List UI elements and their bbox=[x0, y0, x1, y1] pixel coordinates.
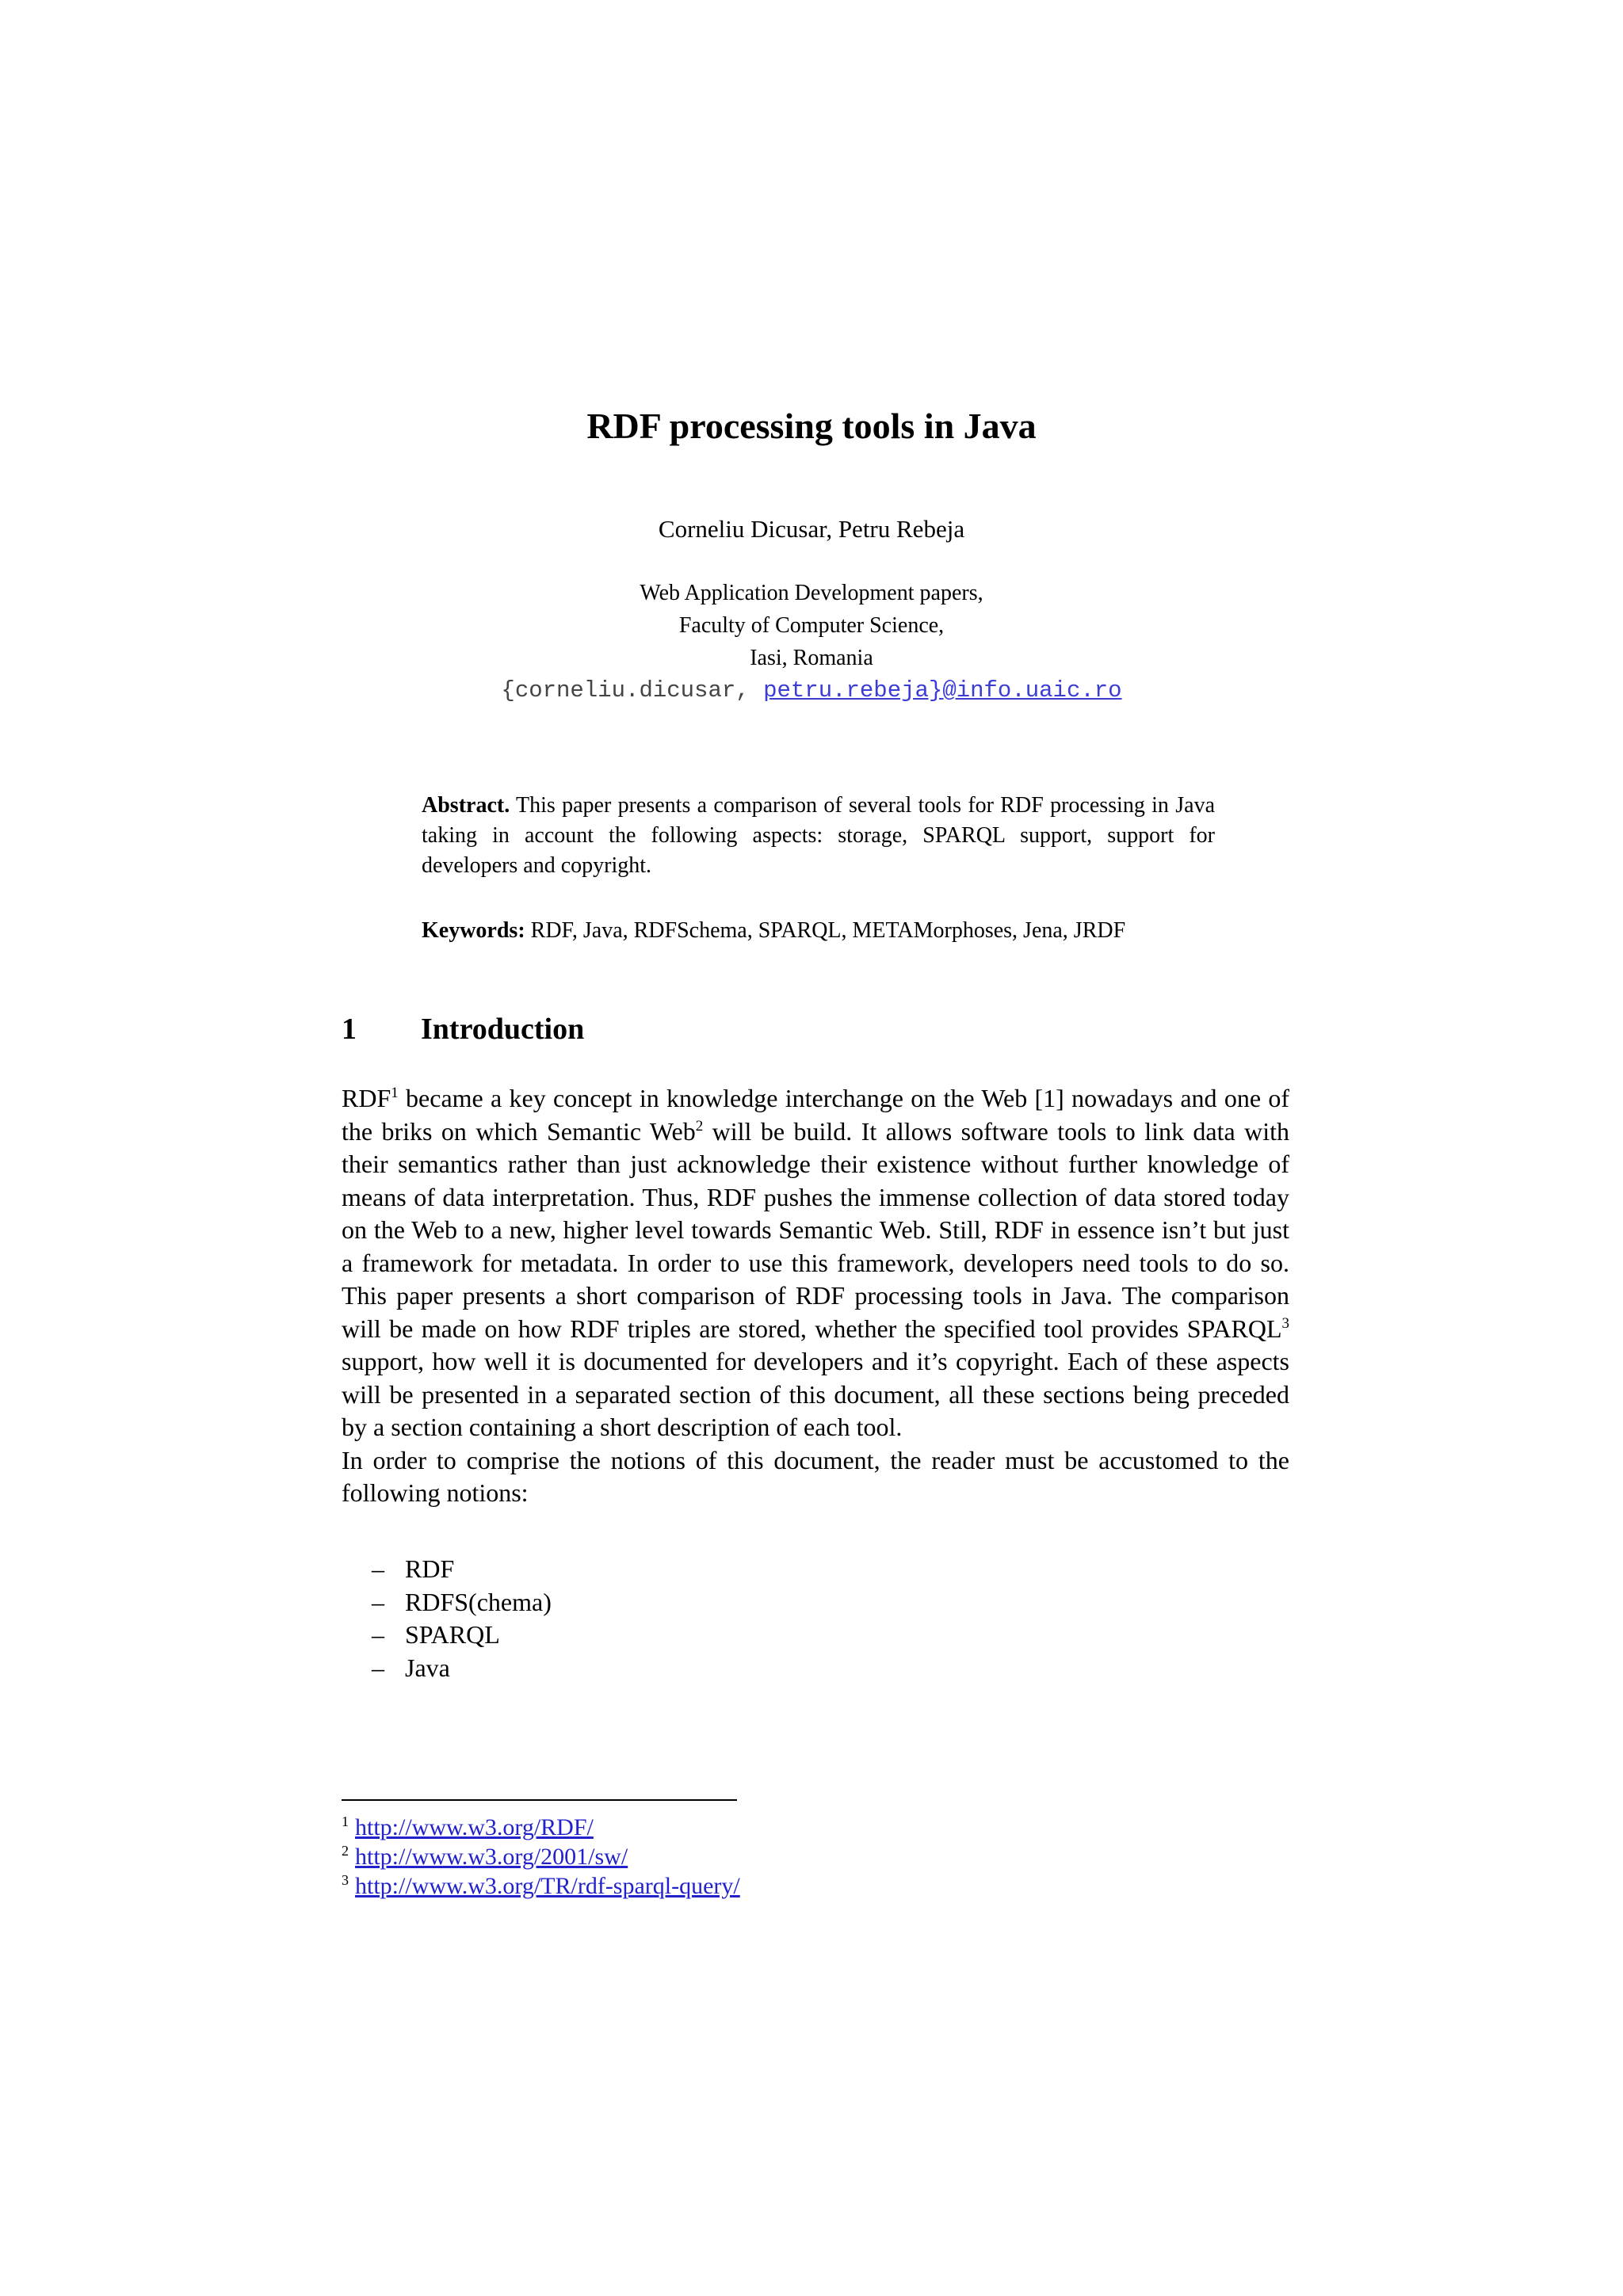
footnote-number: 3 bbox=[342, 1872, 349, 1888]
footnote bbox=[342, 1871, 740, 1901]
footnote-link[interactable]: http://www.w3.org/2001/sw/ bbox=[355, 1844, 628, 1870]
affiliation-line: Faculty of Computer Science, bbox=[678, 613, 945, 638]
email-link[interactable]: petru.rebeja}@info.uaic.ro bbox=[763, 677, 1122, 704]
keywords-label: Keywords: bbox=[422, 918, 525, 943]
body-paragraph: In order to comprise the notions of this document, the reader must be accustomed to the following notions: bbox=[342, 1445, 1289, 1507]
body-span: will be build. It allows software tools to link data with their semantics rather than just acknowledge their existence without further knowledge of means of data interpretation. Thus, RDF pushes the immense collection of data stored today on the Web to a new, higher level towards Semantic Web. Still, RDF in essence isn’t but just a framework for metadata. In order to use this framework, developers need tools to do so. This paper presents a short comparison of RDF processing tools in Java. The comparison will be made on how RDF triples are stored, whether the specified tool provides SPARQL bbox=[342, 1116, 1290, 1343]
list-item-text: RDFS(chema) bbox=[405, 1587, 552, 1616]
abstract-label: Abstract. bbox=[422, 793, 510, 818]
list-item bbox=[372, 1619, 552, 1652]
list-item-text: RDF bbox=[405, 1554, 455, 1583]
affiliation-line: Web Application Development papers, bbox=[640, 581, 983, 605]
body-text bbox=[342, 1082, 1289, 1510]
email-prefix: {corneliu.dicusar, bbox=[501, 677, 764, 704]
section-title: Introduction bbox=[421, 1013, 585, 1046]
footnote-divider bbox=[342, 1799, 737, 1801]
list-item bbox=[372, 1553, 552, 1586]
dash-bullet: – bbox=[372, 1653, 384, 1682]
body-span: became a key concept in knowledge interchange on the Web [1] nowadays and one of the briks on which Semantic Web bbox=[342, 1084, 1289, 1146]
footnote bbox=[342, 1842, 740, 1871]
paper-authors: Corneliu Dicusar, Petru Rebeja bbox=[658, 515, 965, 543]
abstract bbox=[422, 791, 1215, 881]
section-heading bbox=[342, 1009, 584, 1049]
footnote-number: 2 bbox=[342, 1843, 349, 1859]
email-line bbox=[0, 674, 1623, 707]
affiliation-line: Iasi, Romania bbox=[750, 646, 873, 670]
footnote-ref[interactable]: 1 bbox=[391, 1085, 399, 1101]
keywords-text: RDF, Java, RDFSchema, SPARQL, METAMorphoses, Jena, JRDF bbox=[525, 918, 1126, 943]
footnote-ref[interactable]: 2 bbox=[695, 1117, 704, 1135]
abstract-text: This paper presents a comparison of several tools for RDF processing in Java taking in account the following aspects: storage, SPARQL support, support for developers and copyright. bbox=[422, 793, 1215, 878]
section-number: 1 bbox=[342, 1013, 357, 1046]
dash-bullet: – bbox=[372, 1587, 384, 1616]
footnotes bbox=[342, 1813, 740, 1901]
list-item bbox=[372, 1586, 552, 1619]
footnote bbox=[342, 1813, 740, 1842]
footnote-link[interactable]: http://www.w3.org/TR/rdf-sparql-query/ bbox=[355, 1873, 740, 1899]
body-span: support, how well it is documented for developers and it’s copyright. Each of these aspects will be presented in a separated section of this document, all these sections being preceded by a section containing a short description of each tool. bbox=[342, 1347, 1289, 1441]
footnote-link[interactable]: http://www.w3.org/RDF/ bbox=[355, 1814, 594, 1840]
list-item bbox=[372, 1652, 552, 1685]
body-span: RDF bbox=[342, 1084, 391, 1112]
notions-list bbox=[372, 1553, 552, 1684]
affiliation-block bbox=[0, 577, 1623, 707]
paper-title: RDF processing tools in Java bbox=[586, 406, 1037, 446]
list-item-text: SPARQL bbox=[405, 1620, 500, 1649]
keywords bbox=[422, 916, 1222, 946]
footnote-number: 1 bbox=[342, 1814, 349, 1829]
footnote-ref[interactable]: 3 bbox=[1281, 1314, 1289, 1332]
dash-bullet: – bbox=[372, 1620, 384, 1649]
body-paragraph bbox=[342, 1082, 1289, 1444]
dash-bullet: – bbox=[372, 1554, 384, 1583]
list-item-text: Java bbox=[405, 1653, 450, 1682]
